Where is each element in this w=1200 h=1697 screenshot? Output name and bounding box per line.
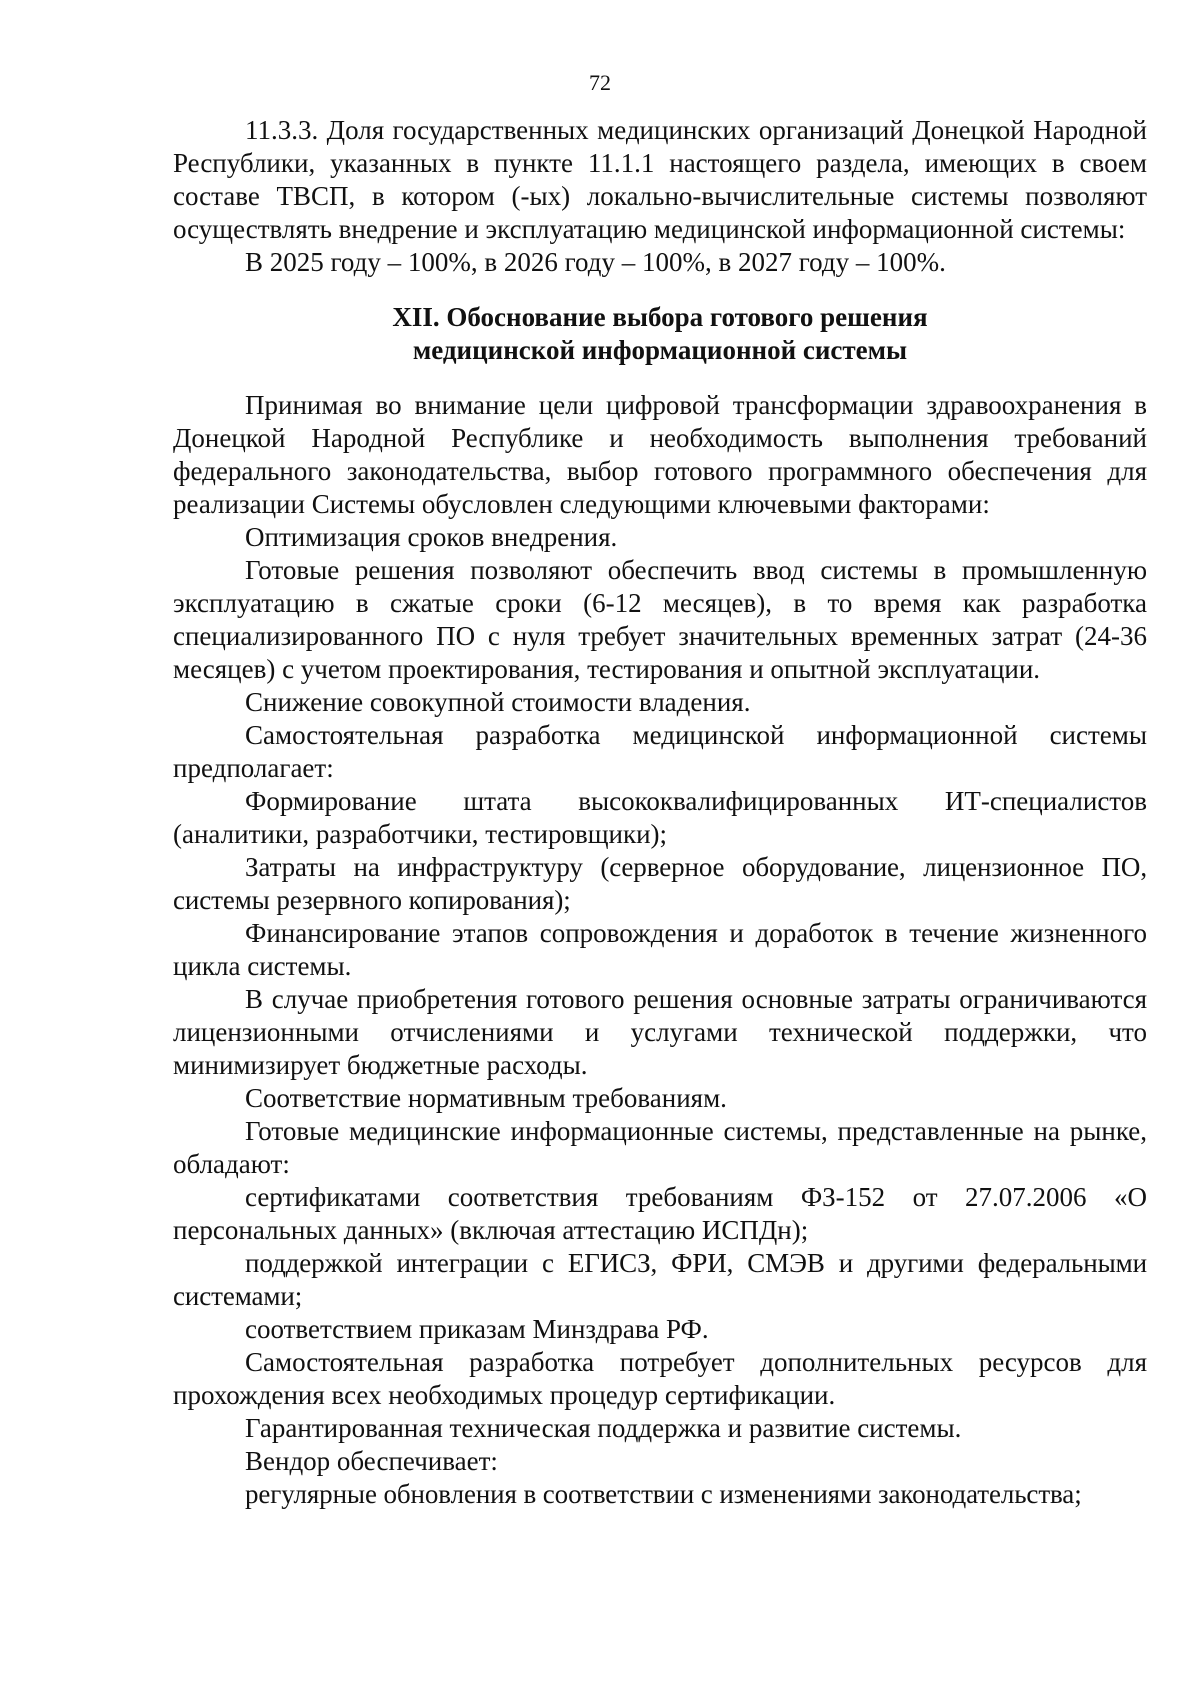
paragraph: Затраты на инфраструктуру (серверное оборудование, лицензионное ПО, системы резервного копирования);: [173, 852, 1147, 915]
paragraph: регулярные обновления в соответствии с изменениями законодательства;: [245, 1479, 1082, 1509]
paragraph: Финансирование этапов сопровождения и доработок в течение жизненного цикла системы.: [173, 918, 1147, 981]
paragraph: Принимая во внимание цели цифровой трансформации здравоохранения в Донецкой Народной Республике и необходимость выполнения требований федерального законодательства, выбор готового программного обеспечения для реализации Системы обусловлен следующими ключевыми факторами:: [173, 390, 1147, 519]
paragraph: Вендор обеспечивает:: [245, 1446, 498, 1476]
paragraph: соответствием приказам Минздрава РФ.: [245, 1314, 709, 1344]
paragraph: Формирование штата высококвалифицированных ИТ-специалистов (аналитики, разработчики, тестировщики);: [173, 786, 1147, 849]
paragraph: Самостоятельная разработка потребует дополнительных ресурсов для прохождения всех необходимых процедур сертификации.: [173, 1347, 1147, 1410]
paragraph: В случае приобретения готового решения основные затраты ограничиваются лицензионными отчислениями и услугами технической поддержки, что минимизирует бюджетные расходы.: [173, 984, 1147, 1080]
section-heading-line-2: медицинской информационной системы: [412, 335, 908, 365]
paragraph: сертификатами соответствия требованиям ФЗ-152 от 27.07.2006 «О персональных данных» (включая аттестацию ИСПДн);: [173, 1182, 1147, 1245]
paragraph: Гарантированная техническая поддержка и развитие системы.: [245, 1413, 962, 1443]
paragraph-indicator-values: В 2025 году – 100%, в 2026 году – 100%, в 2027 году – 100%.: [245, 247, 946, 277]
section-heading: [173, 301, 1147, 367]
paragraph: Оптимизация сроков внедрения.: [245, 522, 618, 552]
paragraph: Соответствие нормативным требованиям.: [245, 1083, 727, 1113]
paragraph: Готовые медицинские информационные системы, представленные на рынке, обладают:: [173, 1116, 1147, 1179]
page-number: 72: [589, 70, 611, 95]
paragraph: поддержкой интеграции с ЕГИСЗ, ФРИ, СМЭВ и другими федеральными системами;: [173, 1248, 1147, 1311]
section-heading-line-1: XII. Обоснование выбора готового решения: [392, 302, 928, 332]
paragraph: Готовые решения позволяют обеспечить ввод системы в промышленную эксплуатацию в сжатые сроки (6-12 месяцев), в то время как разработка специализированного ПО с нуля требует значительных временных затрат (24-36 месяцев) с учетом проектирования, тестирования и опытной эксплуатации.: [173, 555, 1147, 684]
paragraph: Снижение совокупной стоимости владения.: [245, 687, 751, 717]
paragraph: Самостоятельная разработка медицинской информационной системы предполагает:: [173, 720, 1147, 783]
paragraph-indicator-11-3-3: 11.3.3. Доля государственных медицинских организаций Донецкой Народной Республики, указанных в пункте 11.1.1 настоящего раздела, имеющих в своем составе ТВСП, в котором (-ых) локально-вычислительные системы позволяют осуществлять внедрение и эксплуатацию медицинской информационной системы:: [173, 115, 1147, 244]
document-body: [173, 114, 1147, 1511]
